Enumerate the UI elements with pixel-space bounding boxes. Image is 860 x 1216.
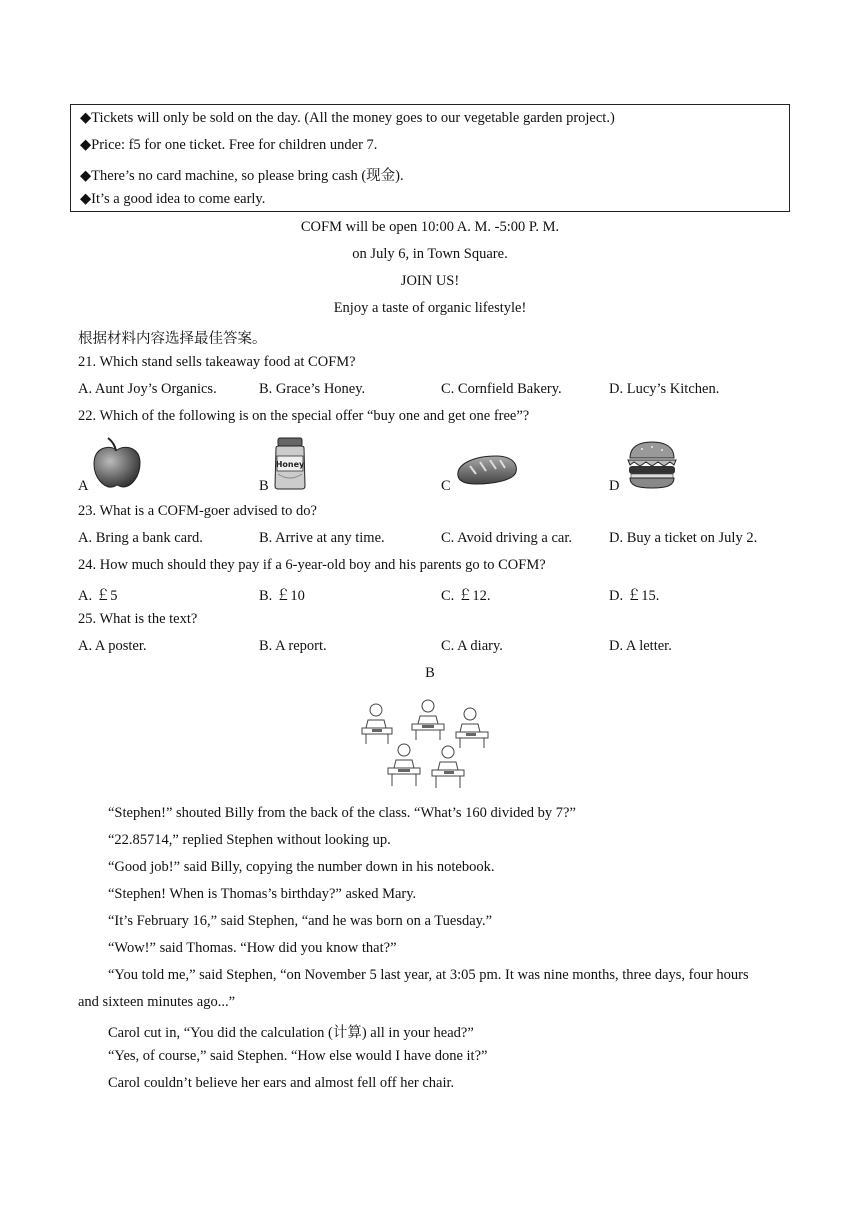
closing-line: COFM will be open 10:00 A. M. -5:00 P. M. — [300, 219, 560, 235]
option-c: C. Avoid driving a car. — [441, 530, 573, 546]
hamburger-icon — [626, 440, 678, 490]
instruction: 根据材料内容选择最佳答案。 — [78, 331, 267, 347]
story-paragraph-continued: and sixteen minutes ago...” — [78, 994, 236, 1010]
story-paragraph: Carol cut in, “You did the calculation (计算) all in your head?” — [108, 1025, 474, 1041]
option-c: C. Cornfield Bakery. — [441, 381, 562, 397]
option-a: A. Aunt Joy’s Organics. — [78, 381, 217, 397]
notice-box — [70, 104, 790, 212]
apple-icon — [90, 436, 144, 490]
notice-line: ◆It’s a good idea to come early. — [80, 191, 266, 207]
option-a: A. ￡5 — [78, 588, 118, 604]
closing-line: JOIN US! — [400, 273, 460, 289]
option-b: B. A report. — [259, 638, 327, 654]
story-paragraph: “It’s February 16,” said Stephen, “and he was born on a Tuesday.” — [108, 913, 493, 929]
question-22: 22. Which of the following is on the special offer “buy one and get one free”? — [78, 408, 530, 424]
classroom-illustration — [358, 692, 494, 792]
story-paragraph: “Good job!” said Billy, copying the number down in his notebook. — [108, 859, 495, 875]
closing-line: on July 6, in Town Square. — [352, 246, 508, 262]
option-d: D — [609, 478, 620, 494]
notice-line: ◆There’s no card machine, so please bring cash (现金). — [80, 168, 404, 184]
option-c: C. ￡12. — [441, 588, 491, 604]
jar-label: Honey — [275, 460, 305, 469]
story-paragraph: “Stephen!” shouted Billy from the back of the class. “What’s 160 divided by 7?” — [108, 805, 576, 821]
story-paragraph: “You told me,” said Stephen, “on November 5 last year, at 3:05 pm. It was nine months, three days, four hours — [108, 967, 749, 983]
option-b: B. Grace’s Honey. — [259, 381, 366, 397]
question-24: 24. How much should they pay if a 6-year-old boy and his parents go to COFM? — [78, 557, 546, 573]
question-23: 23. What is a COFM-goer advised to do? — [78, 503, 317, 519]
notice-line: ◆Tickets will only be sold on the day. (All the money goes to our vegetable garden project.) — [80, 110, 615, 126]
section-b-heading: B — [425, 665, 435, 681]
question-21: 21. Which stand sells takeaway food at COFM? — [78, 354, 356, 370]
notice-line: ◆Price: f5 for one ticket. Free for children under 7. — [80, 137, 378, 153]
option-d: D. ￡15. — [609, 588, 660, 604]
story-paragraph: “22.85714,” replied Stephen without looking up. — [108, 832, 391, 848]
option-a: A. A poster. — [78, 638, 147, 654]
option-d: D. Buy a ticket on July 2. — [609, 530, 758, 546]
option-b: B. Arrive at any time. — [259, 530, 385, 546]
option-d: D. Lucy’s Kitchen. — [609, 381, 720, 397]
question-25: 25. What is the text? — [78, 611, 198, 627]
option-b: B. ￡10 — [259, 588, 305, 604]
option-a: A. Bring a bank card. — [78, 530, 203, 546]
option-c: C — [441, 478, 451, 494]
option-d: D. A letter. — [609, 638, 672, 654]
option-a: A — [78, 478, 89, 494]
option-b: B — [259, 478, 269, 494]
closing-line: Enjoy a taste of organic lifestyle! — [333, 300, 527, 316]
story-paragraph: “Wow!” said Thomas. “How did you know that?” — [108, 940, 397, 956]
bread-icon — [454, 452, 520, 486]
story-paragraph: “Stephen! When is Thomas’s birthday?” asked Mary. — [108, 886, 417, 902]
story-paragraph: “Yes, of course,” said Stephen. “How else would I have done it?” — [108, 1048, 488, 1064]
story-paragraph: Carol couldn’t believe her ears and almost fell off her chair. — [108, 1075, 455, 1091]
honey-jar-icon — [272, 436, 308, 491]
option-c: C. A diary. — [441, 638, 503, 654]
